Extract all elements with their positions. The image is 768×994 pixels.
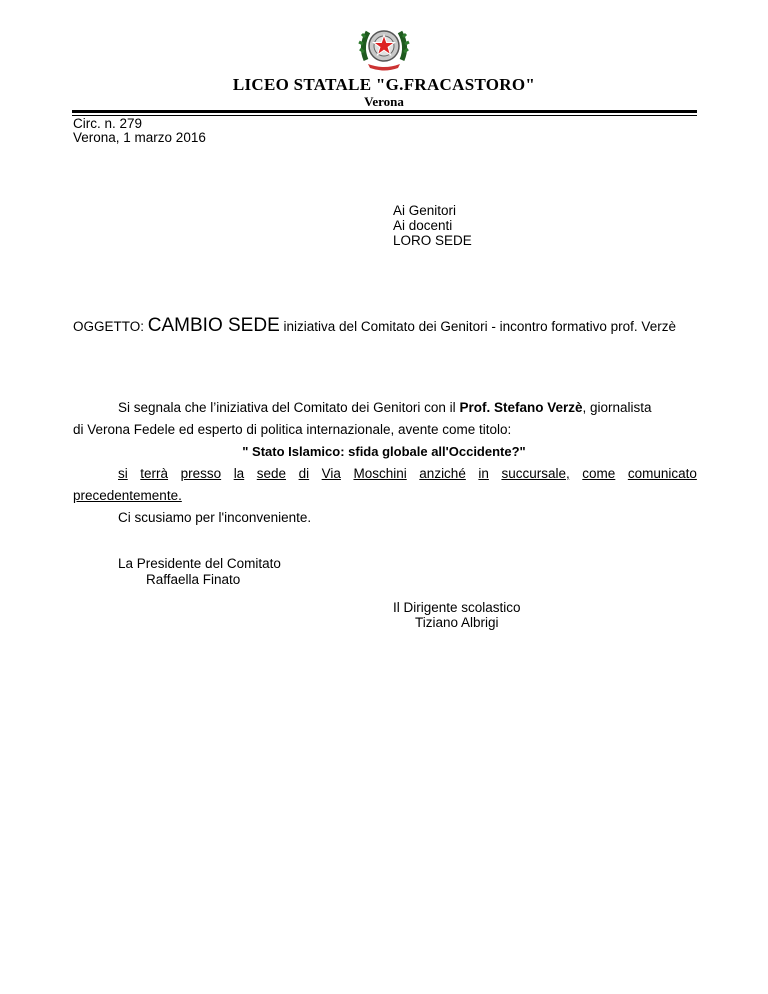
committee-role: La Presidente del Comitato	[118, 556, 281, 571]
header-rule-thin	[72, 115, 697, 116]
word: presso	[180, 466, 222, 481]
word: in	[478, 466, 489, 481]
body-line-4	[118, 466, 697, 481]
word: succursale,	[501, 466, 570, 481]
event-title: " Stato Islamico: sfida globale all'Occidente?"	[242, 444, 526, 459]
head-role: Il Dirigente scolastico	[393, 600, 521, 615]
word: Moschini	[353, 466, 407, 481]
head-name: Tiziano Albrigi	[415, 615, 499, 630]
recipient: Ai Genitori	[393, 203, 457, 218]
body-line-5: precedentemente.	[73, 488, 182, 503]
italian-republic-emblem-icon	[356, 22, 412, 72]
word: come	[582, 466, 616, 481]
circular-number: Circ. n. 279	[73, 116, 143, 131]
body-line-2: di Verona Fedele ed esperto di politica internazionale, avente come titolo:	[73, 422, 512, 437]
header-rule-thick	[72, 110, 697, 113]
subject-line	[73, 315, 676, 337]
committee-name: Raffaella Finato	[146, 572, 241, 587]
word: la	[233, 466, 245, 481]
body-text: Si segnala che l’iniziativa del Comitato dei Genitori con il	[118, 400, 460, 415]
body-text: , giornalista	[582, 400, 652, 415]
word: Via	[321, 466, 341, 481]
body-line-1	[118, 400, 652, 415]
place-date: Verona, 1 marzo 2016	[73, 130, 206, 145]
apology: Ci scusiamo per l'inconveniente.	[118, 510, 312, 525]
recipient: LORO SEDE	[393, 233, 472, 248]
word: comunicato	[627, 466, 697, 481]
word: sede	[256, 466, 287, 481]
word: si	[118, 466, 128, 481]
word: anziché	[419, 466, 466, 481]
subject-label: OGGETTO:	[73, 319, 145, 334]
subject-rest: iniziativa del Comitato dei Genitori - incontro formativo prof. Verzè	[283, 319, 676, 334]
word: terrà	[140, 466, 169, 481]
school-name: LICEO STATALE "G.FRACASTORO"	[232, 75, 536, 94]
word: di	[298, 466, 310, 481]
subject-highlight: CAMBIO SEDE	[147, 315, 280, 336]
recipient: Ai docenti	[393, 218, 453, 233]
school-city: Verona	[364, 94, 404, 109]
speaker-name: Prof. Stefano Verzè	[459, 400, 583, 415]
